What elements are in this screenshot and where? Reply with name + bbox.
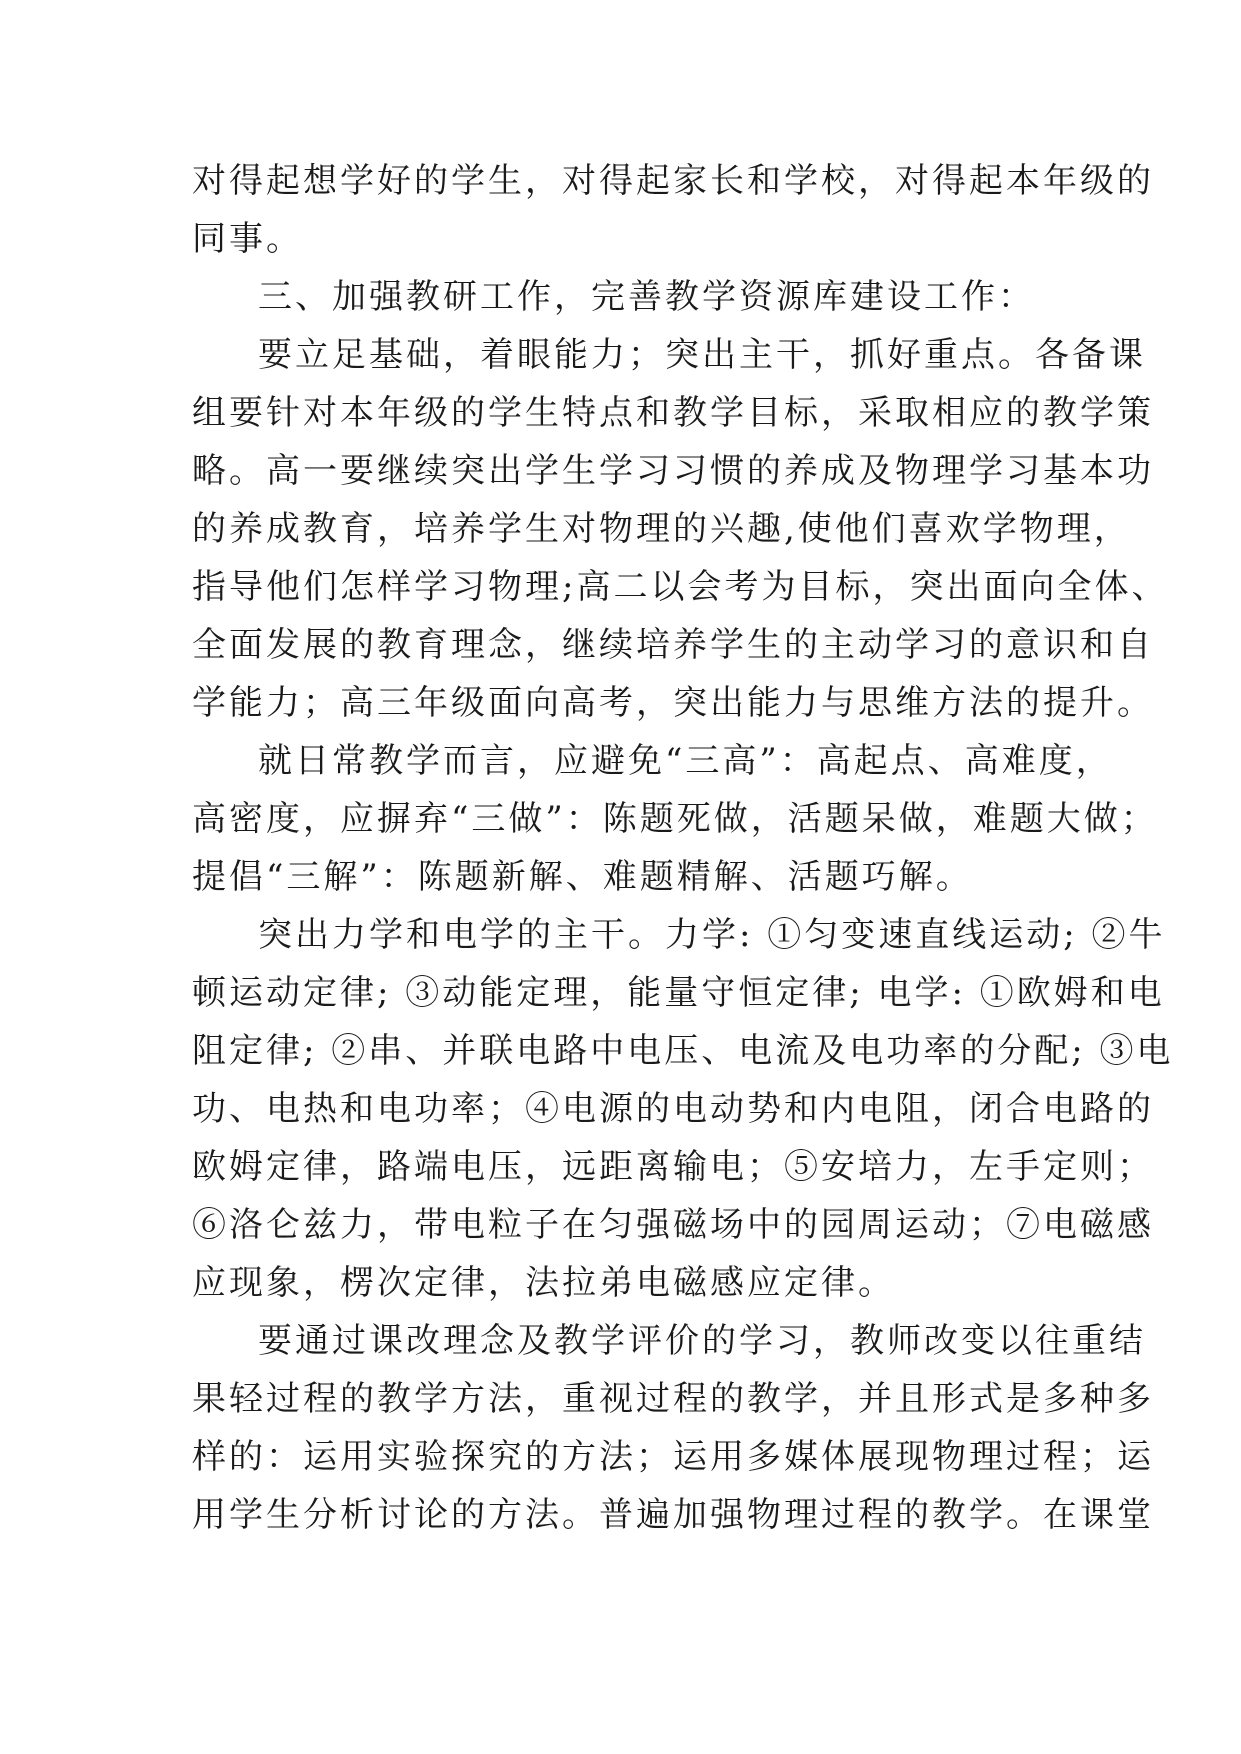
text-line: 样的：运用实验探究的方法；运用多媒体展现物理过程；运 [192, 1437, 1154, 1477]
text-line: 果轻过程的教学方法，重视过程的教学，并且形式是多种多 [192, 1379, 1154, 1419]
text-line: 用学生分析讨论的方法。普遍加强物理过程的教学。在课堂 [192, 1495, 1154, 1535]
text-line: 就日常教学而言，应避免“三高”：高起点、高难度， [258, 741, 1113, 781]
text-line: 略。高一要继续突出学生学习习惯的养成及物理学习基本功 [192, 451, 1154, 491]
text-line: 要通过课改理念及教学评价的学习，教师改变以往重结 [258, 1321, 1146, 1361]
text-line: 阻定律; ②串、并联电路中电压、电流及电功率的分配; ③电 [192, 1031, 1174, 1071]
text-line: 要立足基础，着眼能力；突出主干，抓好重点。各备课 [258, 335, 1146, 375]
text-line: 提倡“三解”：陈题新解、难题精解、活题巧解。 [192, 857, 973, 897]
text-line: 的养成教育，培养学生对物理的兴趣,使他们喜欢学物理， [192, 509, 1131, 549]
text-line: 全面发展的教育理念，继续培养学生的主动学习的意识和自 [192, 625, 1154, 665]
section-heading: 三、加强教研工作，完善教学资源库建设工作： [258, 277, 1035, 317]
body-text [192, 152, 1174, 1544]
text-line: 对得起想学好的学生，对得起家长和学校，对得起本年级的 [192, 161, 1154, 201]
text-line: 高密度，应摒弃“三做”：陈题死做，活题呆做，难题大做； [192, 799, 1158, 839]
text-line: 组要针对本年级的学生特点和教学目标，采取相应的教学策 [192, 393, 1154, 433]
text-line: 欧姆定律，路端电压，远距离输电；⑤安培力，左手定则； [192, 1147, 1154, 1187]
text-line: 同事。 [192, 219, 303, 259]
text-line: 指导他们怎样学习物理;高二以会考为目标，突出面向全体、 [192, 567, 1169, 607]
text-line: 顿运动定律; ③动能定理，能量守恒定律; 电学: ①欧姆和电 [192, 973, 1165, 1013]
text-line: 学能力；高三年级面向高考，突出能力与思维方法的提升。 [192, 683, 1154, 723]
text-line: 突出力学和电学的主干。力学: ①匀变速直线运动; ②牛 [258, 915, 1166, 955]
text-line: 功、电热和电功率；④电源的电动势和内电阻，闭合电路的 [192, 1089, 1154, 1129]
text-line: 应现象，楞次定律，法拉弟电磁感应定律。 [192, 1263, 895, 1303]
text-line: ⑥洛仑兹力，带电粒子在匀强磁场中的园周运动；⑦电磁感 [192, 1205, 1154, 1245]
